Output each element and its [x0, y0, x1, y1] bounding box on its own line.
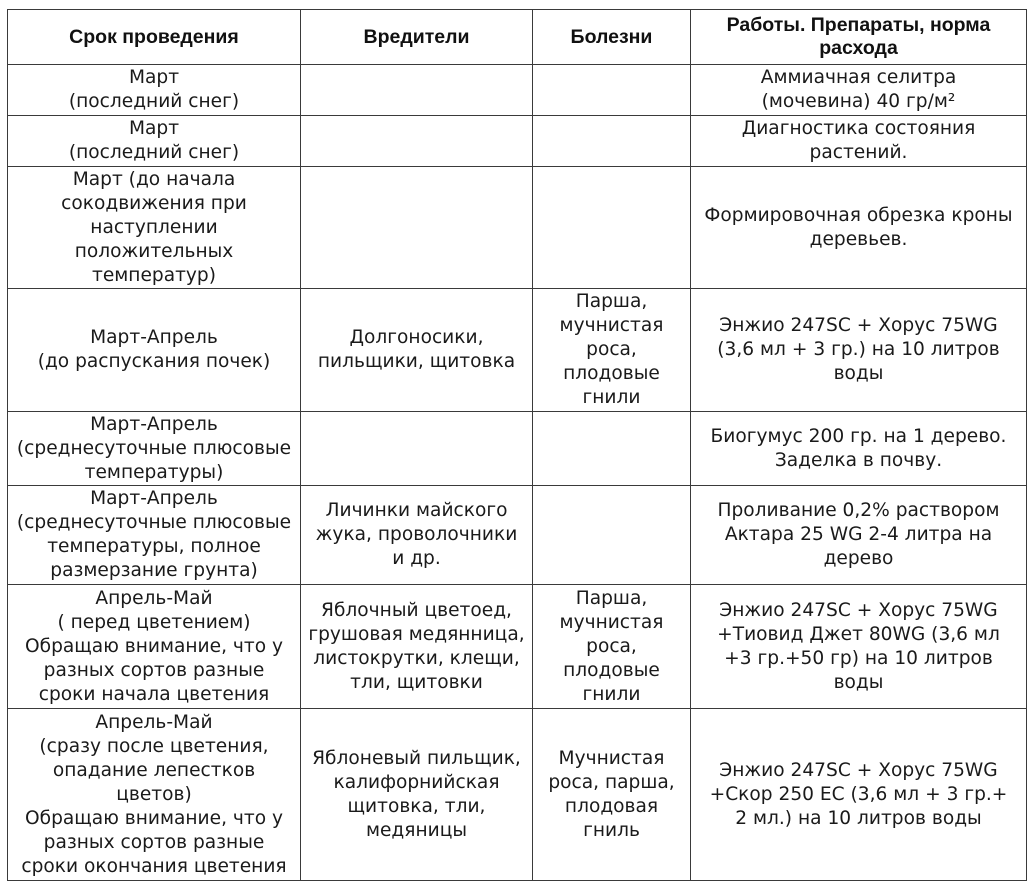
diseases-cell: Парша, мучнистая роса, плодовые гнили — [533, 289, 691, 412]
pests-cell: Яблочный цветоед, грушовая медянница, листокрутки, клещи, тли, щитовки — [301, 585, 533, 709]
works-cell: Энжио 247SC + Хорус 75WG +Скор 250 ЕС (3,6 мл + 3 гр.+ 2 мл.) на 10 литров воды — [691, 709, 1027, 881]
diseases-cell — [533, 167, 691, 289]
pests-cell — [301, 167, 533, 289]
column-header-period: Срок проведения — [8, 10, 301, 65]
period-cell: Апрель-Май ( перед цветением) Обращаю внимание, что у разных сортов разные сроки начала цветения — [8, 585, 301, 709]
pests-cell: Долгоносики, пильщики, щитовка — [301, 289, 533, 412]
pests-cell — [301, 65, 533, 116]
works-cell: Формировочная обрезка кроны деревьев. — [691, 167, 1027, 289]
pests-cell — [301, 116, 533, 167]
table-row — [8, 709, 1027, 881]
column-header-pests: Вредители — [301, 10, 533, 65]
column-header-diseases: Болезни — [533, 10, 691, 65]
works-cell: Энжио 247SC + Хорус 75WG +Тиовид Джет 80WG (3,6 мл +3 гр.+50 гр) на 10 литров воды — [691, 585, 1027, 709]
table-row — [8, 65, 1027, 116]
table-row — [8, 585, 1027, 709]
works-cell: Биогумус 200 гр. на 1 дерево. Заделка в почву. — [691, 412, 1027, 486]
diseases-cell: Парша, мучнистая роса, плодовые гнили — [533, 585, 691, 709]
works-cell: Энжио 247SC + Хорус 75WG (3,6 мл + 3 гр.) на 10 литров воды — [691, 289, 1027, 412]
period-cell: Март (последний снег) — [8, 116, 301, 167]
period-cell: Март (до начала сокодвижения при наступлении положительных температур) — [8, 167, 301, 289]
pests-cell — [301, 412, 533, 486]
table-row — [8, 116, 1027, 167]
column-header-works: Работы. Препараты, норма расхода — [691, 10, 1027, 65]
works-cell: Диагностика состояния растений. — [691, 116, 1027, 167]
period-cell: Апрель-Май (сразу после цветения, опадание лепестков цветов) Обращаю внимание, что у разных сортов разные сроки окончания цветения — [8, 709, 301, 881]
works-cell: Аммиачная селитра (мочевина) 40 гр/м² — [691, 65, 1027, 116]
diseases-cell — [533, 412, 691, 486]
diseases-cell: Мучнистая роса, парша, плодовая гниль — [533, 709, 691, 881]
table-row — [8, 412, 1027, 486]
period-cell: Март (последний снег) — [8, 65, 301, 116]
diseases-cell — [533, 486, 691, 585]
header-row — [8, 10, 1027, 65]
period-cell: Март-Апрель (среднесуточные плюсовые температуры, полное размерзание грунта) — [8, 486, 301, 585]
diseases-cell — [533, 116, 691, 167]
period-cell: Март-Апрель (до распускания почек) — [8, 289, 301, 412]
diseases-cell — [533, 65, 691, 116]
table-row — [8, 167, 1027, 289]
pests-cell: Яблоневый пильщик, калифорнийская щитовка, тли, медяницы — [301, 709, 533, 881]
works-cell: Проливание 0,2% раствором Актара 25 WG 2-4 литра на дерево — [691, 486, 1027, 585]
table-row — [8, 486, 1027, 585]
period-cell: Март-Апрель (среднесуточные плюсовые температуры) — [8, 412, 301, 486]
table-row — [8, 289, 1027, 412]
pests-cell: Личинки майского жука, проволочники и др. — [301, 486, 533, 585]
treatment-schedule-table — [7, 9, 1027, 881]
